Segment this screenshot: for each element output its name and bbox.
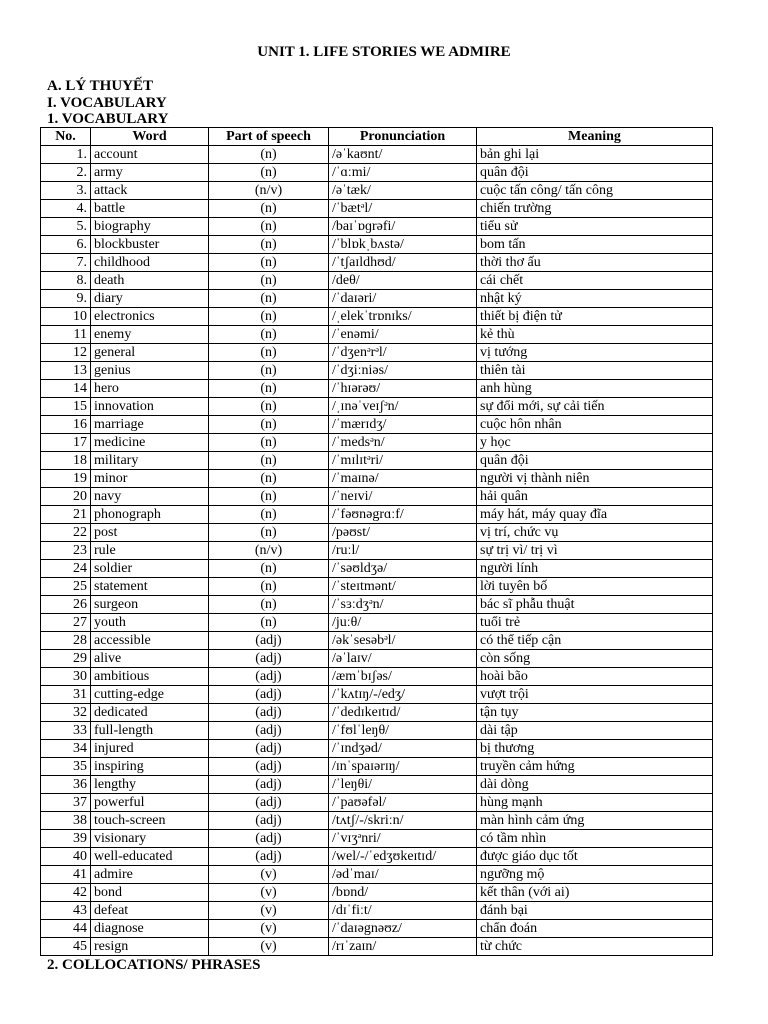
row-number: 33 bbox=[41, 722, 91, 740]
row-number: 11 bbox=[41, 326, 91, 344]
part-of-speech-cell: (n) bbox=[209, 362, 329, 380]
word-cell: death bbox=[91, 272, 209, 290]
row-number: 38 bbox=[41, 812, 91, 830]
table-row bbox=[41, 470, 713, 488]
row-number: 37 bbox=[41, 794, 91, 812]
meaning-cell: cái chết bbox=[477, 272, 713, 290]
meaning-cell: máy hát, máy quay đĩa bbox=[477, 506, 713, 524]
part-of-speech-cell: (n) bbox=[209, 146, 329, 164]
part-of-speech-cell: (n) bbox=[209, 254, 329, 272]
part-of-speech-cell: (n) bbox=[209, 326, 329, 344]
word-cell: lengthy bbox=[91, 776, 209, 794]
table-row bbox=[41, 164, 713, 182]
part-of-speech-cell: (n) bbox=[209, 236, 329, 254]
row-number: 9. bbox=[41, 290, 91, 308]
meaning-cell: hùng mạnh bbox=[477, 794, 713, 812]
word-cell: account bbox=[91, 146, 209, 164]
pronunciation-cell: /əˈtæk/ bbox=[329, 182, 477, 200]
part-of-speech-cell: (n) bbox=[209, 488, 329, 506]
section-heading-theory: A. LÝ THUYẾT bbox=[47, 78, 153, 94]
table-row bbox=[41, 578, 713, 596]
part-of-speech-cell: (n) bbox=[209, 614, 329, 632]
pronunciation-cell: /ˈneɪvi/ bbox=[329, 488, 477, 506]
meaning-cell: có thể tiếp cận bbox=[477, 632, 713, 650]
pronunciation-cell: /ˈmɪlɪtᵊri/ bbox=[329, 452, 477, 470]
table-row bbox=[41, 884, 713, 902]
table-row bbox=[41, 506, 713, 524]
row-number: 5. bbox=[41, 218, 91, 236]
word-cell: touch-screen bbox=[91, 812, 209, 830]
part-of-speech-cell: (v) bbox=[209, 866, 329, 884]
pronunciation-cell: /ˈdʒenᵊrᵊl/ bbox=[329, 344, 477, 362]
part-of-speech-cell: (n) bbox=[209, 506, 329, 524]
table-row bbox=[41, 560, 713, 578]
meaning-cell: sự trị vì/ trị vì bbox=[477, 542, 713, 560]
word-cell: phonograph bbox=[91, 506, 209, 524]
row-number: 8. bbox=[41, 272, 91, 290]
part-of-speech-cell: (n) bbox=[209, 164, 329, 182]
word-cell: well-educated bbox=[91, 848, 209, 866]
column-header-pronunciation: Pronunciation bbox=[329, 128, 477, 146]
row-number: 28 bbox=[41, 632, 91, 650]
word-cell: electronics bbox=[91, 308, 209, 326]
table-row bbox=[41, 452, 713, 470]
word-cell: biography bbox=[91, 218, 209, 236]
row-number: 31 bbox=[41, 686, 91, 704]
word-cell: diary bbox=[91, 290, 209, 308]
pronunciation-cell: /ˈkʌtɪŋ/-/edʒ/ bbox=[329, 686, 477, 704]
table-row bbox=[41, 146, 713, 164]
meaning-cell: anh hùng bbox=[477, 380, 713, 398]
word-cell: injured bbox=[91, 740, 209, 758]
word-cell: military bbox=[91, 452, 209, 470]
table-row bbox=[41, 632, 713, 650]
pronunciation-cell: /ˌelekˈtrɒnɪks/ bbox=[329, 308, 477, 326]
table-row bbox=[41, 866, 713, 884]
pronunciation-cell: /ˈhɪərəʊ/ bbox=[329, 380, 477, 398]
pronunciation-cell: /ˈsəʊldʒə/ bbox=[329, 560, 477, 578]
word-cell: army bbox=[91, 164, 209, 182]
part-of-speech-cell: (adj) bbox=[209, 758, 329, 776]
table-row bbox=[41, 254, 713, 272]
meaning-cell: từ chức bbox=[477, 938, 713, 956]
table-row bbox=[41, 398, 713, 416]
table-row bbox=[41, 794, 713, 812]
pronunciation-cell: /ˈfʊlˈleŋθ/ bbox=[329, 722, 477, 740]
part-of-speech-cell: (adj) bbox=[209, 794, 329, 812]
pronunciation-cell: /ˈfəʊnəgrɑːf/ bbox=[329, 506, 477, 524]
pronunciation-cell: /ˈpaʊəfəl/ bbox=[329, 794, 477, 812]
row-number: 45 bbox=[41, 938, 91, 956]
part-of-speech-cell: (adj) bbox=[209, 812, 329, 830]
part-of-speech-cell: (adj) bbox=[209, 830, 329, 848]
word-cell: visionary bbox=[91, 830, 209, 848]
table-row bbox=[41, 308, 713, 326]
table-row bbox=[41, 272, 713, 290]
row-number: 17 bbox=[41, 434, 91, 452]
meaning-cell: nhật ký bbox=[477, 290, 713, 308]
word-cell: medicine bbox=[91, 434, 209, 452]
part-of-speech-cell: (n) bbox=[209, 434, 329, 452]
pronunciation-cell: /ˈleŋθi/ bbox=[329, 776, 477, 794]
word-cell: childhood bbox=[91, 254, 209, 272]
row-number: 34 bbox=[41, 740, 91, 758]
part-of-speech-cell: (adj) bbox=[209, 632, 329, 650]
meaning-cell: tuổi trẻ bbox=[477, 614, 713, 632]
table-row bbox=[41, 218, 713, 236]
meaning-cell: quân đội bbox=[477, 452, 713, 470]
word-cell: youth bbox=[91, 614, 209, 632]
row-number: 44 bbox=[41, 920, 91, 938]
meaning-cell: người lính bbox=[477, 560, 713, 578]
row-number: 3. bbox=[41, 182, 91, 200]
pronunciation-cell: /dɪˈfiːt/ bbox=[329, 902, 477, 920]
table-row bbox=[41, 362, 713, 380]
word-cell: soldier bbox=[91, 560, 209, 578]
table-row bbox=[41, 614, 713, 632]
word-cell: statement bbox=[91, 578, 209, 596]
row-number: 27 bbox=[41, 614, 91, 632]
part-of-speech-cell: (n) bbox=[209, 380, 329, 398]
part-of-speech-cell: (n/v) bbox=[209, 542, 329, 560]
row-number: 20 bbox=[41, 488, 91, 506]
pronunciation-cell: /deθ/ bbox=[329, 272, 477, 290]
pronunciation-cell: /æmˈbɪʃəs/ bbox=[329, 668, 477, 686]
pronunciation-cell: /ˈenəmi/ bbox=[329, 326, 477, 344]
part-of-speech-cell: (adj) bbox=[209, 740, 329, 758]
meaning-cell: y học bbox=[477, 434, 713, 452]
pronunciation-cell: /juːθ/ bbox=[329, 614, 477, 632]
pronunciation-cell: /ˈmærɪdʒ/ bbox=[329, 416, 477, 434]
column-header-word: Word bbox=[91, 128, 209, 146]
pronunciation-cell: /ˈdedɪkeɪtɪd/ bbox=[329, 704, 477, 722]
word-cell: genius bbox=[91, 362, 209, 380]
pronunciation-cell: /ˈdaɪəgnəʊz/ bbox=[329, 920, 477, 938]
table-row bbox=[41, 740, 713, 758]
word-cell: attack bbox=[91, 182, 209, 200]
pronunciation-cell: /ˈsteɪtmənt/ bbox=[329, 578, 477, 596]
table-row bbox=[41, 776, 713, 794]
row-number: 18 bbox=[41, 452, 91, 470]
column-header-meaning: Meaning bbox=[477, 128, 713, 146]
vocabulary-table bbox=[40, 127, 713, 956]
table-row bbox=[41, 704, 713, 722]
word-cell: defeat bbox=[91, 902, 209, 920]
meaning-cell: dài tập bbox=[477, 722, 713, 740]
row-number: 29 bbox=[41, 650, 91, 668]
column-header-no: No. bbox=[41, 128, 91, 146]
part-of-speech-cell: (n/v) bbox=[209, 182, 329, 200]
pronunciation-cell: /ˈblɒkˌbʌstə/ bbox=[329, 236, 477, 254]
row-number: 26 bbox=[41, 596, 91, 614]
row-number: 22 bbox=[41, 524, 91, 542]
word-cell: resign bbox=[91, 938, 209, 956]
meaning-cell: màn hình cảm ứng bbox=[477, 812, 713, 830]
pronunciation-cell: /ɪnˈspaɪərɪŋ/ bbox=[329, 758, 477, 776]
meaning-cell: quân đội bbox=[477, 164, 713, 182]
pronunciation-cell: /pəʊst/ bbox=[329, 524, 477, 542]
word-cell: marriage bbox=[91, 416, 209, 434]
pronunciation-cell: /ˈmedsᵊn/ bbox=[329, 434, 477, 452]
part-of-speech-cell: (adj) bbox=[209, 776, 329, 794]
table-row bbox=[41, 848, 713, 866]
table-row bbox=[41, 182, 713, 200]
word-cell: powerful bbox=[91, 794, 209, 812]
table-row bbox=[41, 650, 713, 668]
vocabulary-table-body bbox=[41, 146, 713, 956]
meaning-cell: thời thơ ấu bbox=[477, 254, 713, 272]
meaning-cell: tận tụy bbox=[477, 704, 713, 722]
column-header-part-of-speech: Part of speech bbox=[209, 128, 329, 146]
pronunciation-cell: /tʌtʃ/-/skriːn/ bbox=[329, 812, 477, 830]
pronunciation-cell: /ˈvɪʒᵊnri/ bbox=[329, 830, 477, 848]
word-cell: bond bbox=[91, 884, 209, 902]
meaning-cell: cuộc hôn nhân bbox=[477, 416, 713, 434]
subsection-heading-collocations: 2. COLLOCATIONS/ PHRASES bbox=[47, 957, 261, 973]
table-row bbox=[41, 686, 713, 704]
row-number: 42 bbox=[41, 884, 91, 902]
meaning-cell: vị tướng bbox=[477, 344, 713, 362]
meaning-cell: dài dòng bbox=[477, 776, 713, 794]
table-row bbox=[41, 596, 713, 614]
row-number: 7. bbox=[41, 254, 91, 272]
meaning-cell: người vị thành niên bbox=[477, 470, 713, 488]
part-of-speech-cell: (adj) bbox=[209, 722, 329, 740]
meaning-cell: bom tấn bbox=[477, 236, 713, 254]
word-cell: inspiring bbox=[91, 758, 209, 776]
row-number: 35 bbox=[41, 758, 91, 776]
pronunciation-cell: /ˈdaɪəri/ bbox=[329, 290, 477, 308]
part-of-speech-cell: (n) bbox=[209, 290, 329, 308]
pronunciation-cell: /ˈdʒiːniəs/ bbox=[329, 362, 477, 380]
row-number: 14 bbox=[41, 380, 91, 398]
meaning-cell: được giáo dục tốt bbox=[477, 848, 713, 866]
row-number: 12 bbox=[41, 344, 91, 362]
row-number: 41 bbox=[41, 866, 91, 884]
word-cell: rule bbox=[91, 542, 209, 560]
table-row bbox=[41, 830, 713, 848]
part-of-speech-cell: (n) bbox=[209, 578, 329, 596]
row-number: 36 bbox=[41, 776, 91, 794]
part-of-speech-cell: (n) bbox=[209, 200, 329, 218]
row-number: 21 bbox=[41, 506, 91, 524]
meaning-cell: hải quân bbox=[477, 488, 713, 506]
meaning-cell: thiết bị điện tử bbox=[477, 308, 713, 326]
row-number: 43 bbox=[41, 902, 91, 920]
meaning-cell: tiểu sử bbox=[477, 218, 713, 236]
table-row bbox=[41, 758, 713, 776]
pronunciation-cell: /əkˈsesəbᵊl/ bbox=[329, 632, 477, 650]
meaning-cell: bác sĩ phẫu thuật bbox=[477, 596, 713, 614]
word-cell: hero bbox=[91, 380, 209, 398]
word-cell: dedicated bbox=[91, 704, 209, 722]
pronunciation-cell: /wel/-/ˈedʒʊkeɪtɪd/ bbox=[329, 848, 477, 866]
meaning-cell: vị trí, chức vụ bbox=[477, 524, 713, 542]
word-cell: ambitious bbox=[91, 668, 209, 686]
meaning-cell: kẻ thù bbox=[477, 326, 713, 344]
table-row bbox=[41, 290, 713, 308]
word-cell: enemy bbox=[91, 326, 209, 344]
meaning-cell: chiến trường bbox=[477, 200, 713, 218]
word-cell: innovation bbox=[91, 398, 209, 416]
meaning-cell: ngưỡng mộ bbox=[477, 866, 713, 884]
page-title: UNIT 1. LIFE STORIES WE ADMIRE bbox=[257, 44, 511, 60]
pronunciation-cell: /ˈmaɪnə/ bbox=[329, 470, 477, 488]
part-of-speech-cell: (n) bbox=[209, 308, 329, 326]
row-number: 4. bbox=[41, 200, 91, 218]
section-heading-vocabulary: I. VOCABULARY bbox=[47, 95, 167, 111]
part-of-speech-cell: (n) bbox=[209, 416, 329, 434]
pronunciation-cell: /ˈbætᵊl/ bbox=[329, 200, 477, 218]
row-number: 19 bbox=[41, 470, 91, 488]
word-cell: post bbox=[91, 524, 209, 542]
word-cell: alive bbox=[91, 650, 209, 668]
row-number: 16 bbox=[41, 416, 91, 434]
meaning-cell: kết thân (với ai) bbox=[477, 884, 713, 902]
row-number: 13 bbox=[41, 362, 91, 380]
word-cell: general bbox=[91, 344, 209, 362]
row-number: 1. bbox=[41, 146, 91, 164]
meaning-cell: đánh bại bbox=[477, 902, 713, 920]
meaning-cell: truyền cảm hứng bbox=[477, 758, 713, 776]
subsection-heading-vocabulary: 1. VOCABULARY bbox=[47, 111, 169, 127]
table-row bbox=[41, 236, 713, 254]
part-of-speech-cell: (n) bbox=[209, 344, 329, 362]
part-of-speech-cell: (n) bbox=[209, 452, 329, 470]
table-row bbox=[41, 416, 713, 434]
part-of-speech-cell: (n) bbox=[209, 218, 329, 236]
meaning-cell: lời tuyên bố bbox=[477, 578, 713, 596]
pronunciation-cell: /ˈtʃaɪldhʊd/ bbox=[329, 254, 477, 272]
table-row bbox=[41, 380, 713, 398]
part-of-speech-cell: (v) bbox=[209, 938, 329, 956]
pronunciation-cell: /əˈlaɪv/ bbox=[329, 650, 477, 668]
part-of-speech-cell: (adj) bbox=[209, 848, 329, 866]
table-row bbox=[41, 938, 713, 956]
word-cell: accessible bbox=[91, 632, 209, 650]
meaning-cell: sự đổi mới, sự cải tiến bbox=[477, 398, 713, 416]
pronunciation-cell: /ˈɪndʒəd/ bbox=[329, 740, 477, 758]
table-row bbox=[41, 668, 713, 686]
meaning-cell: cuộc tấn công/ tấn công bbox=[477, 182, 713, 200]
table-row bbox=[41, 722, 713, 740]
part-of-speech-cell: (adj) bbox=[209, 668, 329, 686]
meaning-cell: chẩn đoán bbox=[477, 920, 713, 938]
part-of-speech-cell: (n) bbox=[209, 560, 329, 578]
table-row bbox=[41, 920, 713, 938]
word-cell: admire bbox=[91, 866, 209, 884]
row-number: 30 bbox=[41, 668, 91, 686]
part-of-speech-cell: (v) bbox=[209, 920, 329, 938]
row-number: 6. bbox=[41, 236, 91, 254]
row-number: 24 bbox=[41, 560, 91, 578]
pronunciation-cell: /ˌɪnəˈveɪʃᵊn/ bbox=[329, 398, 477, 416]
table-row bbox=[41, 200, 713, 218]
part-of-speech-cell: (n) bbox=[209, 398, 329, 416]
word-cell: surgeon bbox=[91, 596, 209, 614]
meaning-cell: bản ghi lại bbox=[477, 146, 713, 164]
word-cell: blockbuster bbox=[91, 236, 209, 254]
part-of-speech-cell: (adj) bbox=[209, 686, 329, 704]
meaning-cell: còn sống bbox=[477, 650, 713, 668]
table-row bbox=[41, 542, 713, 560]
table-row bbox=[41, 488, 713, 506]
pronunciation-cell: /baɪˈɒɡrəfi/ bbox=[329, 218, 477, 236]
word-cell: cutting-edge bbox=[91, 686, 209, 704]
table-row bbox=[41, 524, 713, 542]
meaning-cell: có tầm nhìn bbox=[477, 830, 713, 848]
table-header-row bbox=[41, 128, 713, 146]
part-of-speech-cell: (adj) bbox=[209, 650, 329, 668]
meaning-cell: thiên tài bbox=[477, 362, 713, 380]
part-of-speech-cell: (v) bbox=[209, 902, 329, 920]
part-of-speech-cell: (n) bbox=[209, 524, 329, 542]
pronunciation-cell: /əˈkaʊnt/ bbox=[329, 146, 477, 164]
row-number: 23 bbox=[41, 542, 91, 560]
table-row bbox=[41, 812, 713, 830]
meaning-cell: hoài bão bbox=[477, 668, 713, 686]
word-cell: minor bbox=[91, 470, 209, 488]
row-number: 15 bbox=[41, 398, 91, 416]
part-of-speech-cell: (n) bbox=[209, 272, 329, 290]
part-of-speech-cell: (n) bbox=[209, 596, 329, 614]
pronunciation-cell: /ˈɑːmi/ bbox=[329, 164, 477, 182]
meaning-cell: vượt trội bbox=[477, 686, 713, 704]
part-of-speech-cell: (adj) bbox=[209, 704, 329, 722]
row-number: 2. bbox=[41, 164, 91, 182]
pronunciation-cell: /ruːl/ bbox=[329, 542, 477, 560]
part-of-speech-cell: (n) bbox=[209, 470, 329, 488]
row-number: 25 bbox=[41, 578, 91, 596]
table-row bbox=[41, 902, 713, 920]
word-cell: full-length bbox=[91, 722, 209, 740]
pronunciation-cell: /ˈsɜːdʒᵊn/ bbox=[329, 596, 477, 614]
table-row bbox=[41, 344, 713, 362]
pronunciation-cell: /rɪˈzaɪn/ bbox=[329, 938, 477, 956]
row-number: 32 bbox=[41, 704, 91, 722]
word-cell: battle bbox=[91, 200, 209, 218]
pronunciation-cell: /ədˈmaɪ/ bbox=[329, 866, 477, 884]
part-of-speech-cell: (v) bbox=[209, 884, 329, 902]
meaning-cell: bị thương bbox=[477, 740, 713, 758]
row-number: 40 bbox=[41, 848, 91, 866]
row-number: 10 bbox=[41, 308, 91, 326]
word-cell: diagnose bbox=[91, 920, 209, 938]
pronunciation-cell: /bɒnd/ bbox=[329, 884, 477, 902]
table-row bbox=[41, 326, 713, 344]
table-row bbox=[41, 434, 713, 452]
word-cell: navy bbox=[91, 488, 209, 506]
row-number: 39 bbox=[41, 830, 91, 848]
